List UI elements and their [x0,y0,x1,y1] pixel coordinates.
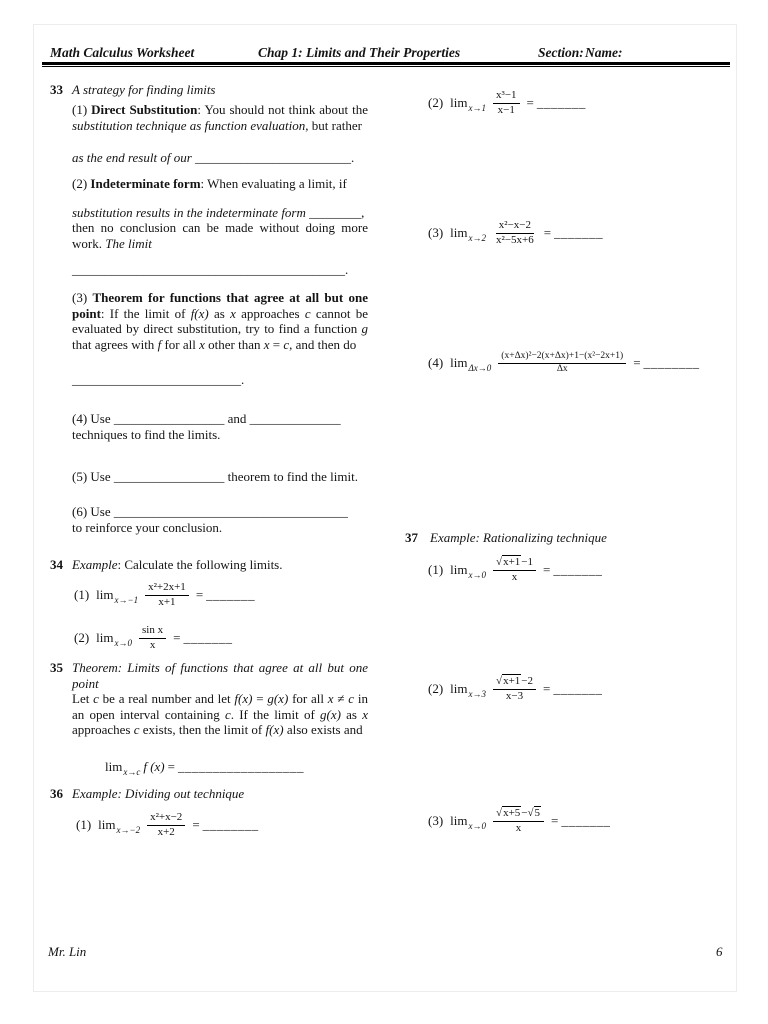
limit-operator: $\lim_{x\to 0}$ [450,562,487,580]
problem-title: A strategy for finding limits [72,82,216,97]
equals-sign: = [633,355,641,370]
limit-operator: $\lim_{x\to 0}$ [96,630,133,648]
footer-page-number: 6 [716,944,723,959]
limit-subscript: x→0 [114,638,133,648]
header-section-label: Section: [538,45,584,60]
fraction-denominator: x−1 [497,103,515,116]
problem-title: Theorem: Limits of functions that agree at all but one point [72,660,368,691]
fill-in-line: as the end result of our ________________________. [72,150,355,165]
answer-blank: ________ [643,355,700,370]
fraction-denominator: x [149,638,156,651]
fill-in-line: substitution results in the indeterminate form ________, [72,205,365,220]
blank-line: __________________________. [72,372,245,387]
formula-label: (2) [428,95,444,110]
limit-operator: $\lim_{\Delta x\to 0}$ [450,355,492,373]
fraction [498,351,626,375]
limit-operator: $\lim_{x\to 3}$ [450,681,487,699]
limit-operator: $\lim_{x\to c}$ [105,759,141,777]
fraction-denominator: x+1 [158,595,176,608]
limit-subscript: x→−1 [114,595,139,605]
formula-label: (2) [428,681,444,696]
formula-label: (3) [428,225,444,240]
answer-blank: __________________ [177,759,304,774]
equals-sign: = [543,225,552,240]
paragraph-direct-substitution: (1) Direct Substitution: You should not think about the substitution technique as function evaluation, but rather [72,102,368,133]
fraction-denominator: Δx [556,363,568,374]
function-f-of-x: f (x) [143,759,165,774]
formula-36-3 [428,216,603,250]
limit-subscript: x→0 [468,570,487,580]
problem-number: 35 [50,660,63,675]
problem-number: 37 [405,530,418,545]
equals-sign: = [543,562,551,577]
problem-title: Example: Rationalizing technique [430,530,607,545]
problem-34-heading [50,557,368,573]
text-line: techniques to find the limits. [72,427,221,442]
problem-35-heading [50,660,368,692]
fraction [139,624,166,651]
paragraph-indeterminate-form: (2) Indeterminate form: When evaluating a limit, if [72,176,347,191]
fill-in-line: (6) Use ____________________________________ [72,504,348,519]
fraction-denominator: x+2 [157,825,175,838]
problem-number: 33 [50,82,63,97]
text-line: to reinforce your conclusion. [72,520,223,535]
formula-35 [105,750,304,784]
formula-37-2 [428,672,602,706]
formula-label: (2) [74,630,90,645]
limit-operator: $\lim_{x\to 1}$ [450,95,487,113]
fraction-numerator: x²−x−2 [496,219,534,233]
limit-operator: $\lim_{x\to 2}$ [450,225,487,243]
footer-author: Mr. Lin [48,944,87,959]
header-title: Math Calculus Worksheet [50,45,195,60]
fraction [493,556,536,583]
problem-title: Example: Calculate the following limits. [72,557,283,572]
problem-36-heading [50,786,368,802]
equals-sign: = [167,759,175,774]
formula-36-4 [428,346,700,380]
limit-subscript: x→3 [468,689,487,699]
problem-title: Example: Dividing out technique [72,786,245,801]
formula-36-2 [428,86,586,120]
paragraph-no-conclusion: then no conclusion can be made without doing more work. The limit [72,220,368,251]
equals-sign: = [173,630,181,645]
fraction [493,675,536,702]
answer-blank: ________ [202,817,259,832]
limit-operator: $\lim_{x\to-2}$ [98,817,141,835]
fraction-denominator: x²−5x+6 [496,233,534,246]
problem-number: 36 [50,786,63,801]
blank-line: __________________________________________. [72,262,349,277]
fraction-numerator: (x+Δx)²−2(x+Δx)+1−(x²−2x+1) [498,351,626,363]
header-name-label: Name: [585,45,623,60]
header-rule [42,62,730,67]
answer-blank: _______ [536,95,586,110]
fraction-numerator: x²+2x+1 [145,581,189,595]
limit-subscript: x→2 [468,233,487,243]
fraction [145,581,189,608]
limit-subscript: x→−2 [116,825,141,835]
answer-blank: _______ [553,562,603,577]
equals-sign: = [551,813,559,828]
answer-blank: _______ [206,587,256,602]
equals-sign: = [543,681,551,696]
formula-label: (1) [74,587,90,602]
equals-sign: = [526,95,534,110]
fraction-numerator: x³−1 [493,89,520,103]
formula-label: (3) [428,813,444,828]
fill-in-line: (4) Use _________________ and ______________ [72,411,341,426]
limit-subscript: x→0 [468,821,487,831]
fraction-numerator: √x+1−2 [493,675,536,689]
formula-34-1 [74,578,255,612]
fraction [493,219,537,246]
problem-number: 34 [50,557,63,572]
fraction [493,89,520,116]
formula-36-1 [76,808,259,842]
answer-blank: _______ [553,681,603,696]
problem-37-heading [405,530,735,546]
formula-label: (1) [428,562,444,577]
limit-subscript: Δx→0 [468,363,492,373]
formula-37-1 [428,553,602,587]
fraction-numerator: √x+5−√5 [493,807,544,821]
fill-in-line: (5) Use _________________ theorem to find the limit. [72,469,358,484]
limit-subscript: x→1 [468,103,487,113]
formula-37-3 [428,804,610,838]
fraction [147,811,185,838]
formula-34-2 [74,621,232,655]
header-chapter: Chap 1: Limits and Their Properties [258,45,461,60]
fraction-numerator: √x+1−1 [493,556,536,570]
answer-blank: _______ [561,813,611,828]
fraction-denominator: x [511,570,518,583]
limit-operator: $\lim_{x\to-1}$ [96,587,139,605]
limit-operator: $\lim_{x\to 0}$ [450,813,487,831]
answer-blank: _______ [554,225,604,240]
paragraph-theorem-35-body: Let c be a real number and let f(x) = g(x) for all x ≠ c in an open interval containing c. If the limit of g(x) as x approaches c exists, then the limit of f(x) also exists and [72,691,368,738]
limit-subscript: x→c [123,767,141,777]
fraction-denominator: x−3 [505,689,524,702]
fraction-numerator: x²+x−2 [147,811,185,825]
paragraph-theorem-agree: (3) Theorem for functions that agree at all but one point: If the limit of f(x) as x approaches c cannot be evaluated by direct substitution, try to find a function g that agrees with f for all x other than x = c, and then do [72,290,369,352]
fraction-denominator: x [515,821,522,834]
problem-33-heading [50,82,368,98]
answer-blank: _______ [183,630,233,645]
formula-label: (1) [76,817,92,832]
equals-sign: = [192,817,200,832]
equals-sign: = [195,587,204,602]
fraction-numerator: sin x [139,624,166,638]
formula-label: (4) [428,355,444,370]
fraction [493,807,544,834]
